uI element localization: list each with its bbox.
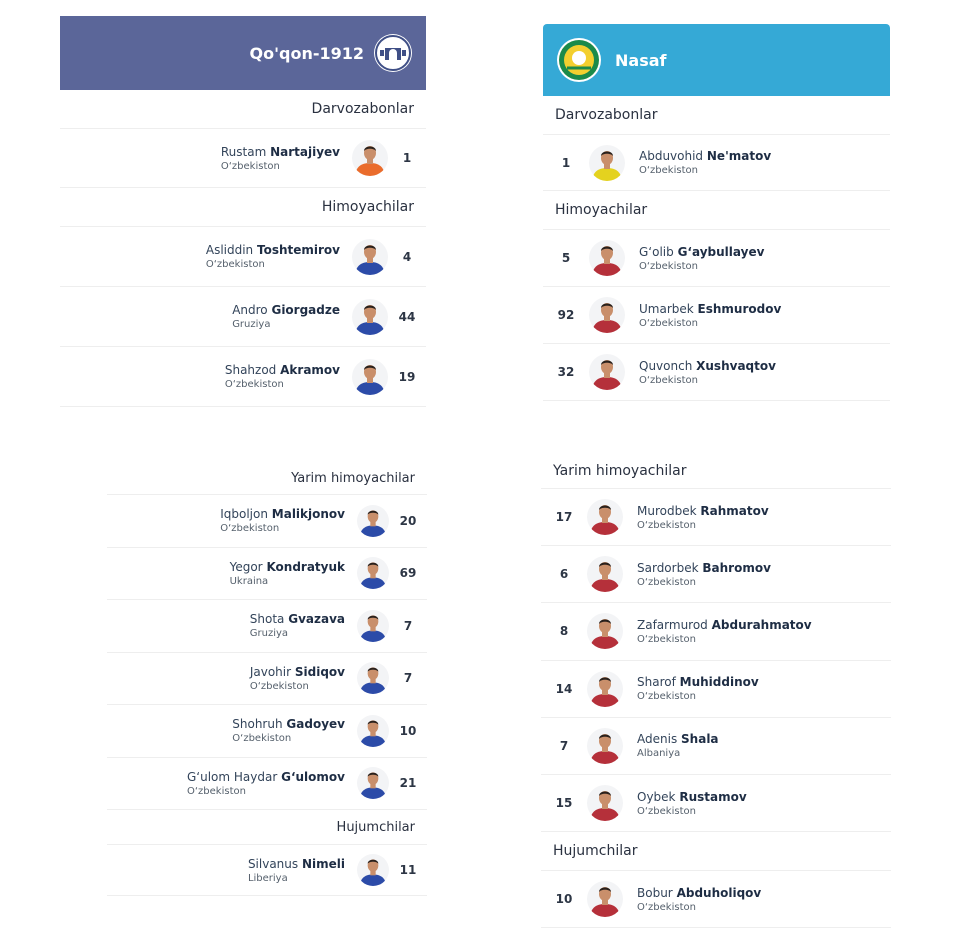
section-forwards: Hujumchilar [541,832,891,871]
player-country: O‘zbekiston [639,260,698,272]
player-name[interactable] [250,665,345,679]
section-forwards: Hujumchilar [107,810,427,845]
player-country: O‘zbekiston [639,374,698,386]
player-info [639,302,781,329]
player-country: O‘zbekiston [220,523,280,535]
player-number: 21 [399,776,417,791]
player-country: O‘zbekiston [639,317,698,329]
player-row[interactable] [543,230,890,287]
player-name[interactable] [637,732,719,746]
player-row[interactable] [541,489,891,546]
player-row[interactable] [543,287,890,344]
player-row[interactable] [107,845,427,896]
player-photo [357,505,389,537]
qoqon-goalkeepers-list [60,129,426,188]
player-row[interactable] [541,661,891,718]
player-last-name: Ne'matov [706,149,772,163]
player-last-name: G‘aybullayev [677,244,765,259]
player-country: O‘zbekiston [637,691,696,703]
player-number: 69 [399,566,417,581]
nasaf-logo-icon [557,38,601,82]
player-last-name: Muhiddinov [679,675,759,690]
player-photo [589,297,625,333]
nasaf-midfielders-list [541,489,891,832]
player-info [248,857,345,884]
player-first-name: Iqboljon [220,507,268,522]
player-photo [357,610,389,642]
player-row[interactable] [107,495,427,548]
player-country: O‘zbekiston [637,805,696,817]
player-first-name: Abduvohid [639,149,704,163]
player-name[interactable] [232,717,345,731]
player-info [639,359,776,386]
player-info [639,245,764,272]
qoqon-panel-bottom [107,462,427,896]
player-number: 4 [402,249,412,264]
player-photo [587,499,623,535]
player-first-name: Shota [249,612,285,627]
nasaf-panel-top [543,24,890,401]
team-name: Nasaf [615,50,667,70]
player-number: 44 [398,309,416,324]
player-name[interactable] [637,504,769,518]
player-info [637,618,812,645]
player-row[interactable] [60,227,426,287]
player-last-name: Eshmurodov [697,301,782,316]
player-row[interactable] [541,718,891,775]
player-info [206,243,340,270]
player-photo [587,556,623,592]
player-info [637,790,747,817]
section-midfielders: Yarim himoyachilar [541,454,891,489]
player-first-name: Zafarmurod [637,617,708,632]
player-last-name: Shala [681,732,719,747]
player-photo [352,299,388,335]
nasaf-header [543,24,890,96]
player-info [221,145,340,172]
nasaf-defenders-list [543,230,890,401]
qoqon-forwards-list [107,845,427,896]
player-info [637,675,759,702]
player-last-name: Nartajiyev [270,144,340,159]
player-country: O‘zbekiston [187,785,246,797]
player-last-name: Malikjonov [271,507,345,522]
player-name[interactable] [639,149,771,163]
player-photo [587,881,623,917]
player-first-name: Adenis [637,732,678,747]
player-name[interactable] [230,560,345,574]
player-last-name: Kondratyuk [266,559,345,574]
player-first-name: Shohruh [232,717,283,732]
player-number: 20 [399,513,417,528]
player-last-name: Rustamov [679,789,747,804]
player-country: Gruziya [232,319,271,330]
player-row[interactable] [60,347,426,407]
player-last-name: Gadoyev [286,717,345,732]
player-row[interactable] [60,287,426,347]
player-first-name: G‘ulom Haydar [187,769,278,784]
section-goalkeepers: Darvozabonlar [543,96,890,135]
player-name[interactable] [206,243,340,257]
player-name[interactable] [225,363,340,377]
player-info [232,303,340,330]
player-photo [352,239,388,275]
player-first-name: Javohir [249,664,292,679]
player-number: 10 [399,723,417,738]
player-name[interactable] [637,561,771,575]
player-info [250,612,345,639]
player-country: O‘zbekiston [637,633,696,645]
player-number: 15 [555,796,573,811]
player-first-name: Umarbek [639,301,694,316]
player-number: 7 [403,618,413,633]
player-row[interactable] [107,600,427,653]
player-first-name: Silvanus [247,856,299,871]
player-number: 11 [399,863,417,877]
player-first-name: Sardorbek [637,560,699,575]
player-photo [587,728,623,764]
player-photo [589,240,625,276]
player-number: 10 [555,892,573,907]
player-info [637,886,761,913]
player-country: O‘zbekiston [639,165,698,176]
player-name[interactable] [639,302,781,316]
player-number: 92 [557,308,575,322]
section-defenders: Himoyachilar [60,188,426,227]
player-first-name: Shahzod [224,363,277,377]
player-number: 32 [557,365,575,379]
section-defenders: Himoyachilar [543,191,890,230]
player-first-name: Asliddin [205,243,254,257]
player-name[interactable] [637,618,812,632]
player-info [637,561,771,588]
player-number: 8 [559,624,569,639]
player-name[interactable] [248,857,345,871]
player-info [232,717,345,744]
player-name[interactable] [639,245,764,259]
player-photo [357,662,389,694]
player-number: 1 [561,155,571,170]
player-first-name: Quvonch [639,358,693,373]
player-row[interactable] [541,603,891,660]
player-name[interactable] [637,790,747,804]
player-row[interactable] [107,653,427,706]
player-number: 19 [398,369,416,384]
nasaf-goalkeepers-list [543,135,890,191]
player-last-name: Giorgadze [271,303,340,317]
player-name[interactable] [220,507,345,521]
player-info [637,504,769,531]
player-row[interactable] [543,135,890,191]
player-last-name: Bahromov [702,560,771,575]
qoqon-defenders-list [60,227,426,407]
player-country: O‘zbekiston [637,901,696,913]
player-photo [357,854,389,886]
player-row[interactable] [541,546,891,603]
player-number: 1 [402,151,412,165]
player-photo [587,613,623,649]
qoqon-header [60,16,426,90]
player-first-name: G‘olib [639,244,674,259]
player-info [637,732,719,759]
player-number: 6 [559,567,569,582]
player-name[interactable] [232,303,340,317]
player-name[interactable] [637,886,761,900]
player-row[interactable] [543,344,890,401]
player-last-name: Toshtemirov [257,243,340,257]
player-last-name: Nimeli [301,856,345,871]
player-row[interactable] [541,871,891,928]
player-country: O‘zbekiston [205,259,265,270]
player-first-name: Andro [232,303,268,317]
player-country: O‘zbekiston [220,160,280,172]
player-last-name: Xushvaqtov [696,358,776,373]
player-name[interactable] [221,145,340,159]
player-row[interactable] [541,775,891,832]
player-country: Liberiya [247,872,288,884]
player-country: Ukraina [229,575,269,587]
player-info [187,770,345,797]
player-last-name: Abdurahmatov [711,617,812,632]
player-first-name: Rustam [220,144,267,159]
player-last-name: Sidiqov [294,664,345,679]
player-photo [589,354,625,390]
section-midfielders: Yarim himoyachilar [107,462,427,495]
player-row[interactable] [107,705,427,758]
player-number: 5 [561,251,571,265]
player-info [639,149,771,176]
player-country: O‘zbekiston [232,733,292,745]
player-number: 14 [555,681,573,696]
qoqon-logo-icon [374,34,412,72]
player-last-name: G‘ulomov [281,769,345,784]
nasaf-panel-bottom [541,454,891,928]
player-info [220,507,345,534]
section-goalkeepers: Darvozabonlar [60,90,426,129]
player-row[interactable] [60,129,426,188]
player-country: Albaniya [637,748,681,760]
player-name[interactable] [639,359,776,373]
player-row[interactable] [107,758,427,811]
player-info [225,363,340,390]
player-name[interactable] [187,770,345,784]
player-photo [357,767,389,799]
player-first-name: Bobur [637,885,673,900]
player-number: 7 [559,738,569,753]
player-row[interactable] [107,548,427,601]
team-name: Qo'qon-1912 [249,43,364,63]
player-country: O‘zbekiston [249,680,309,692]
player-photo [352,359,388,395]
player-first-name: Sharof [637,675,676,690]
player-first-name: Murodbek [637,503,697,518]
player-last-name: Abduholiqov [676,885,762,900]
player-info [250,665,345,692]
nasaf-forwards-list [541,871,891,928]
player-photo [357,715,389,747]
player-first-name: Oybek [637,789,676,804]
player-info [230,560,345,587]
player-country: O‘zbekiston [637,519,696,531]
player-last-name: Gvazava [288,612,345,627]
player-last-name: Akramov [280,363,340,377]
player-name[interactable] [250,612,345,626]
player-number: 17 [555,510,573,525]
player-country: O‘zbekiston [224,379,284,390]
player-country: O‘zbekiston [637,576,696,588]
player-photo [357,557,389,589]
player-country: Gruziya [249,628,289,640]
qoqon-midfielders-list [107,495,427,810]
player-photo [587,671,623,707]
player-photo [587,785,623,821]
player-last-name: Rahmatov [700,503,769,518]
qoqon-panel-top [60,16,426,407]
player-photo [589,145,625,181]
player-photo [352,140,388,176]
player-name[interactable] [637,675,759,689]
player-number: 7 [403,671,413,686]
player-first-name: Yegor [229,559,263,574]
